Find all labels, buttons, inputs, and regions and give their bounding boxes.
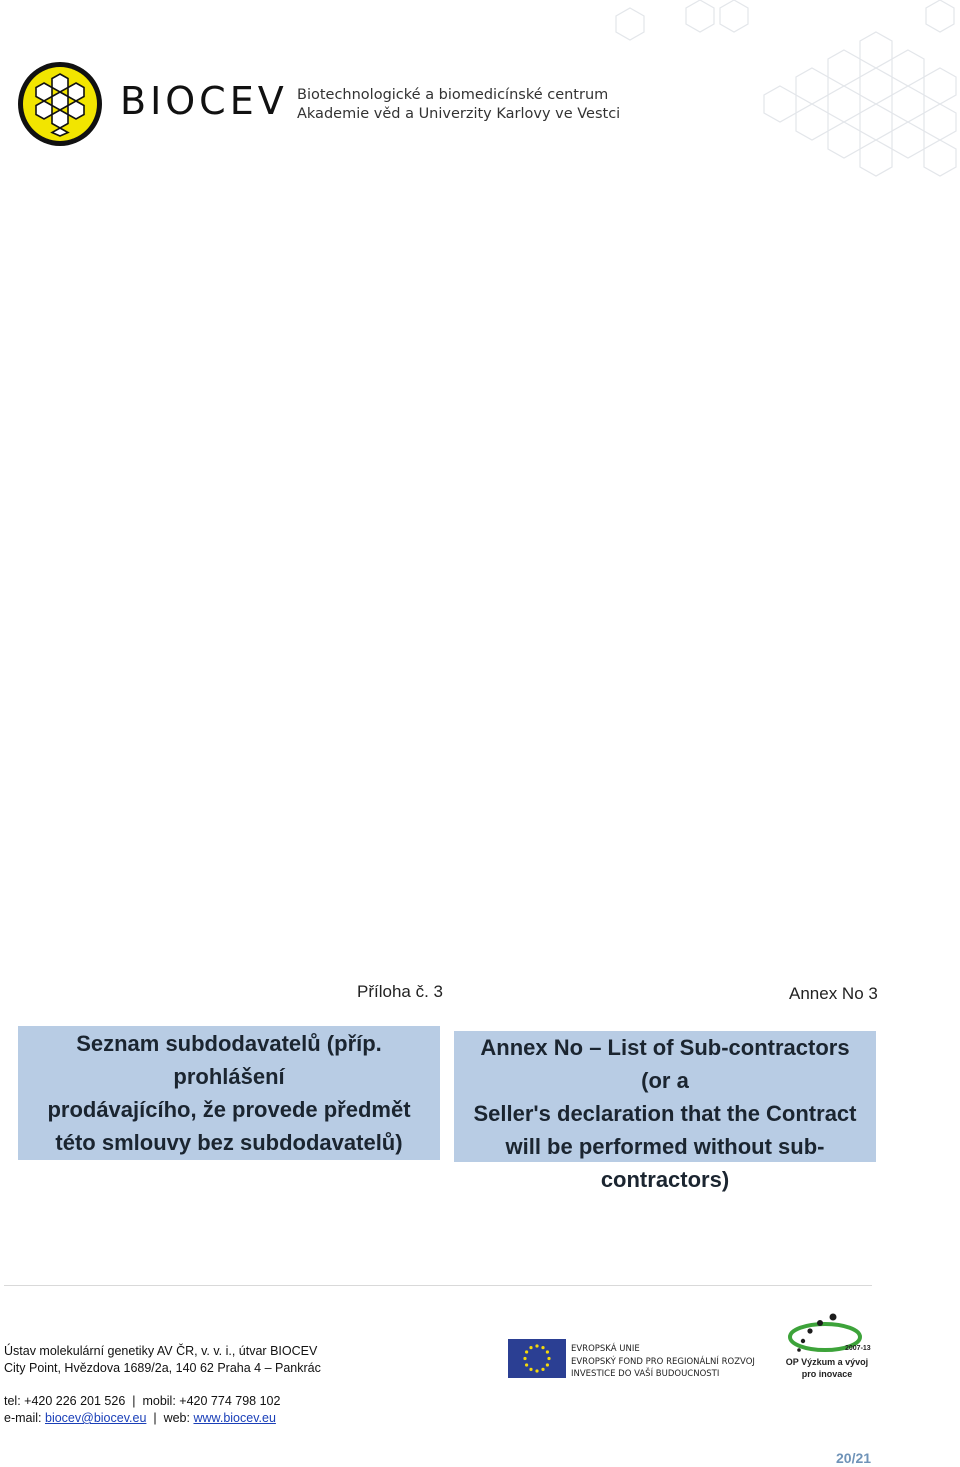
op-programme-text — [775, 1356, 879, 1380]
footer-separator: | — [149, 1411, 161, 1425]
annex-title-en-line: will be performed without sub- — [505, 1134, 825, 1159]
logo-subtitle-line-2: Akademie věd a Univerzity Karlovy ve Vestci — [297, 106, 621, 122]
annex-title-cz-line: této smlouvy bez subdodavatelů) — [55, 1130, 403, 1155]
annex-label-en: Annex No 3 — [789, 984, 878, 1003]
logo-subtitle-line-1: Biotechnologické a biomedicínské centrum — [297, 87, 609, 103]
eu-text-line: EVROPSKÁ UNIE — [571, 1344, 640, 1354]
annex-title-en-line: Annex No – List of Sub-contractors (or a — [480, 1035, 850, 1093]
annex-label-cz: Příloha č. 3 — [357, 982, 443, 1001]
logo-wordmark: BIOCEV — [120, 79, 288, 123]
eu-flag-icon — [508, 1339, 566, 1378]
page-number: 20/21 — [836, 1450, 872, 1466]
hexagon-pattern-decoration — [600, 0, 960, 190]
footer-address: City Point, Hvězdova 1689/2a, 140 62 Praha 4 – Pankrác — [4, 1361, 321, 1375]
biocev-logo-icon — [16, 60, 104, 148]
footer-email-prefix: e-mail: — [4, 1411, 42, 1425]
eu-text-line: INVESTICE DO VAŠÍ BUDOUCNOSTI — [571, 1369, 720, 1379]
footer-email-link[interactable]: biocev@biocev.eu — [45, 1411, 147, 1425]
annex-title-en-line: Seller's declaration that the Contract — [473, 1101, 857, 1126]
footer-separator: | — [128, 1394, 139, 1408]
eu-fund-text — [571, 1343, 755, 1381]
footer-web-prefix: web: — [163, 1411, 190, 1425]
eu-text-line: EVROPSKÝ FOND PRO REGIONÁLNÍ ROZVOJ — [571, 1356, 755, 1367]
op-text-line: OP Výzkum a vývoj — [785, 1357, 869, 1367]
footer-tel: tel: +420 226 201 526 — [4, 1394, 126, 1408]
footer-contact-phones — [4, 1393, 280, 1409]
op-text-line: pro inovace — [801, 1369, 853, 1379]
annex-title-cz-line: Seznam subdodavatelů (příp. prohlášení — [76, 1031, 382, 1089]
logo-subtitle — [297, 86, 620, 124]
op-vavpi-logo-icon — [785, 1313, 875, 1355]
footer-organization: Ústav molekulární genetiky AV ČR, v. v. i., útvar BIOCEV — [4, 1344, 318, 1358]
footer-mobile: mobil: +420 774 798 102 — [142, 1394, 281, 1408]
annex-title-cz-line: prodávajícího, že provede předmět — [47, 1097, 411, 1122]
footer-web-link[interactable]: www.biocev.eu — [193, 1411, 276, 1425]
footer-contact-online — [4, 1410, 276, 1426]
annex-title-cz — [18, 1026, 440, 1160]
annex-title-en-line: contractors) — [600, 1167, 730, 1192]
footer-divider — [4, 1285, 872, 1286]
op-years-label: 2007-13 — [845, 1345, 871, 1352]
annex-title-en — [454, 1031, 876, 1192]
